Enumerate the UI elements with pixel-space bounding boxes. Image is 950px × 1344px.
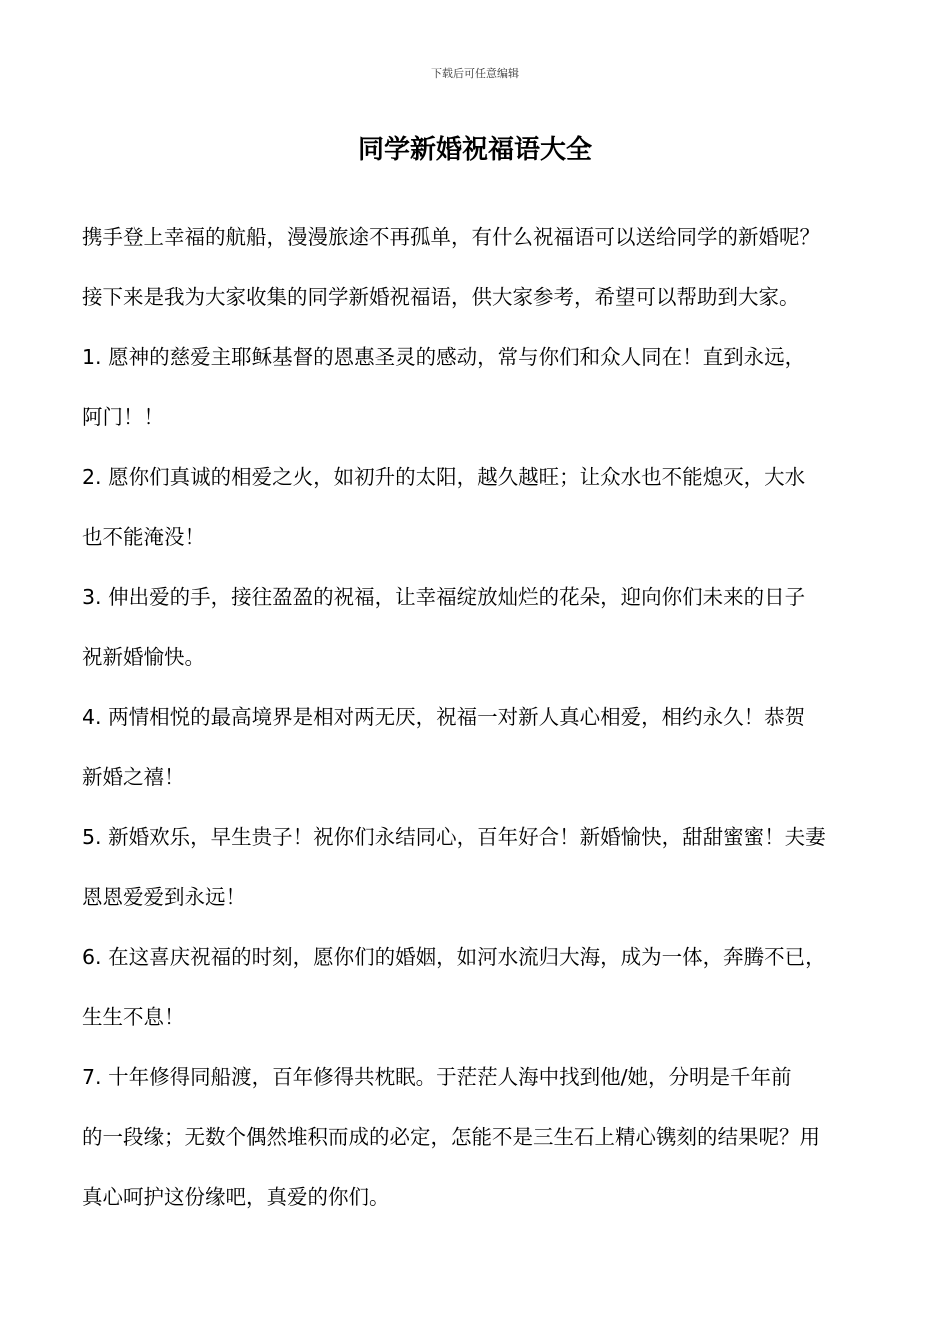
- wish-7-line-1: 7. 十年修得同船渡，百年修得共枕眠。于茫茫人海中找到他/她，分明是千年前: [82, 1065, 792, 1089]
- wish-6-line-2: 生生不息！: [82, 1005, 185, 1029]
- wish-1-line-1: 1. 愿神的慈爱主耶稣基督的恩惠圣灵的感动，常与你们和众人同在！直到永远，: [82, 345, 806, 369]
- intro-line-2: 接下来是我为大家收集的同学新婚祝福语，供大家参考，希望可以帮助到大家。: [82, 285, 800, 309]
- wish-4-line-2: 新婚之禧！: [82, 765, 185, 789]
- wish-7-line-2: 的一段缘；无数个偶然堆积而成的必定，怎能不是三生石上精心镌刻的结果呢？用: [82, 1125, 820, 1149]
- wish-5-line-1: 5. 新婚欢乐，早生贵子！祝你们永结同心，百年好合！新婚愉快，甜甜蜜蜜！夫妻: [82, 825, 826, 849]
- wish-3-line-1: 3. 伸出爱的手，接往盈盈的祝福，让幸福绽放灿烂的花朵，迎向你们未来的日子: [82, 585, 806, 609]
- document-title: 同学新婚祝福语大全: [357, 135, 592, 165]
- wish-2-line-2: 也不能淹没！: [82, 525, 205, 549]
- header-note: 下载后可任意编辑: [431, 67, 519, 80]
- wish-7-line-3: 真心呵护这份缘吧，真爱的你们。: [82, 1185, 390, 1209]
- wish-2-line-1: 2. 愿你们真诚的相爱之火，如初升的太阳，越久越旺；让众水也不能熄灭，大水: [82, 465, 806, 489]
- intro-line-1: 携手登上幸福的航船，漫漫旅途不再孤单，有什么祝福语可以送给同学的新婚呢？: [82, 225, 820, 249]
- document-body: [82, 207, 882, 1227]
- wish-1-line-2: 阿门！！: [82, 405, 164, 429]
- wish-4-line-1: 4. 两情相悦的最高境界是相对两无厌，祝福一对新人真心相爱，相约永久！恭贺: [82, 705, 806, 729]
- wish-3-line-2: 祝新婚愉快。: [82, 645, 205, 669]
- wish-5-line-2: 恩恩爱爱到永远！: [82, 885, 246, 909]
- wish-6-line-1: 6. 在这喜庆祝福的时刻，愿你们的婚姻，如河水流归大海，成为一体，奔腾不已，: [82, 945, 826, 969]
